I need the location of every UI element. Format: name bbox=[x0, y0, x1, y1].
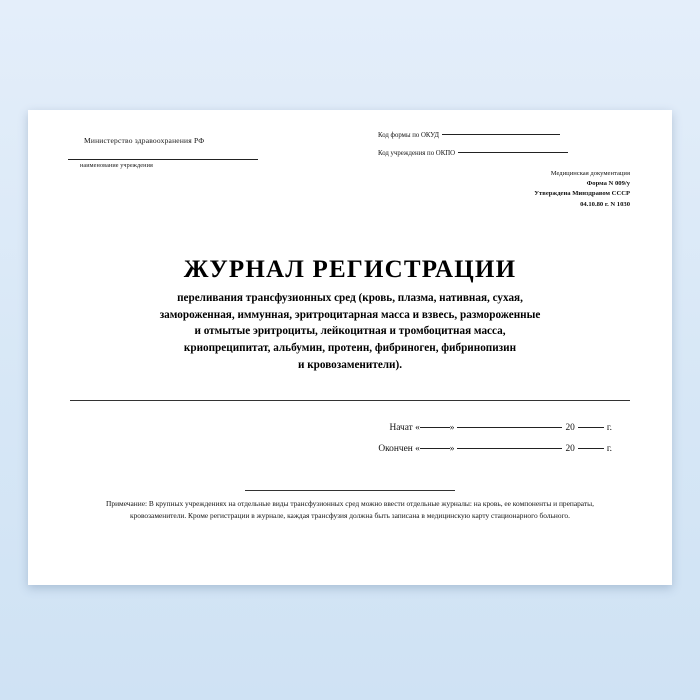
subtitle-line-3: и отмытые эритроциты, лейкоцитная и тромбоцитная масса, bbox=[194, 325, 506, 338]
ministry-line: Министерство здравоохранения РФ bbox=[84, 136, 205, 145]
started-year-unit: г. bbox=[606, 422, 612, 433]
form-meta-block bbox=[378, 169, 638, 210]
header-left-block bbox=[62, 132, 312, 169]
note-block bbox=[62, 498, 638, 522]
started-label: Начат « bbox=[389, 422, 420, 433]
meta-line-approved-by: Утверждена Минздравом СССР bbox=[534, 190, 630, 198]
subtitle-line-1: переливания трансфузионных сред (кровь, плазма, нативная, сухая, bbox=[177, 291, 523, 304]
meta-line-form-number: Форма N 009/у bbox=[586, 180, 630, 188]
note-text: В крупных учреждениях на отдельные виды трансфузионных сред можно ввести отдельные журналы: на кровь, ее компоненты и препараты, кровозаменители. Кроме регистрации в журнале, каждая трансфузия должна быть записана в медицинскую карту стационарного больного. bbox=[130, 498, 594, 520]
started-day-blank bbox=[420, 427, 450, 428]
finished-year-blank bbox=[578, 448, 604, 449]
meta-line-approval-date: 04.10.80 г. N 1030 bbox=[580, 200, 630, 208]
okud-code-blank bbox=[442, 134, 560, 135]
started-year-prefix: 20 bbox=[565, 422, 575, 433]
okud-code-label: Код формы по ОКУД bbox=[378, 132, 440, 139]
subtitle-line-2: замороженная, иммунная, эритроцитарная масса и взвесь, размороженные bbox=[159, 308, 541, 321]
horizontal-divider bbox=[70, 400, 630, 401]
started-quote-close: » bbox=[449, 422, 455, 433]
header-right-block bbox=[378, 132, 638, 210]
dates-block bbox=[62, 423, 638, 454]
started-date-row bbox=[62, 423, 612, 433]
started-year-blank bbox=[578, 427, 604, 428]
subtitle-line-5: и кровозаменители). bbox=[297, 359, 403, 372]
started-month-blank bbox=[457, 427, 562, 428]
note-label: Примечание: bbox=[106, 498, 148, 508]
document-sheet bbox=[28, 110, 672, 585]
okud-code-line bbox=[378, 132, 638, 139]
finished-label: Окончен « bbox=[378, 443, 420, 454]
document-header bbox=[62, 132, 638, 210]
finished-month-blank bbox=[457, 448, 562, 449]
okpo-code-line bbox=[378, 150, 638, 157]
okpo-code-blank bbox=[458, 152, 568, 153]
finished-year-unit: г. bbox=[606, 443, 612, 454]
organization-blank-rule bbox=[68, 159, 258, 160]
finished-day-blank bbox=[420, 448, 450, 449]
meta-line-doc-type: Медицинская документация bbox=[550, 170, 630, 177]
document-body bbox=[28, 110, 672, 585]
document-subtitle bbox=[62, 290, 638, 374]
finished-year-prefix: 20 bbox=[565, 443, 575, 454]
finished-quote-close: » bbox=[449, 443, 455, 454]
finished-date-row bbox=[62, 444, 612, 454]
document-title: ЖУРНАЛ РЕГИСТРАЦИИ bbox=[183, 255, 517, 283]
okpo-code-label: Код учреждения по ОКПО bbox=[378, 150, 456, 157]
organization-caption: наименование учреждения bbox=[80, 162, 153, 169]
subtitle-line-4: криопреципитат, альбумин, протеин, фибриноген, фибринопизин bbox=[183, 342, 517, 355]
note-divider bbox=[245, 490, 455, 491]
